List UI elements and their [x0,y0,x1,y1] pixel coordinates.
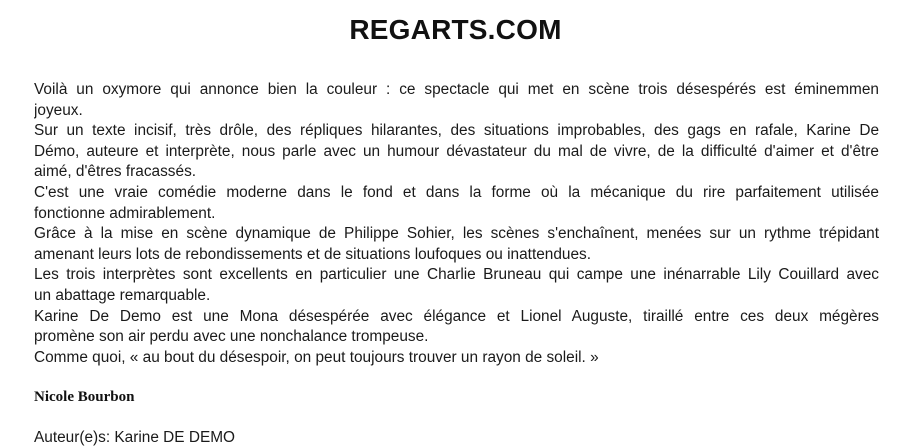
text-line: C'est une vraie comédie moderne dans le fond et dans la forme où la mécanique du rire parfaitement utilisée [34,183,879,201]
paragraph-7 [34,348,879,369]
text-line: Sur un texte incisif, très drôle, des répliques hilarantes, des situations improbables, des gags en rafale, Karine De [34,122,879,140]
article-body [34,80,879,368]
text-line: un abattage remarquable. [34,286,211,304]
text-line: amenant leurs lots de rebondissements et de situations loufoques ou inattendues. [34,245,591,263]
page-title: REGARTS.COM [349,14,562,45]
text-line: Karine De Demo est une Mona désespérée avec élégance et Lionel Auguste, tiraillé entre ces deux mégères [34,307,879,325]
paragraph-2 [34,121,879,183]
text-line: Voilà un oxymore qui annonce bien la couleur : ce spectacle qui met en scène trois désespérés est éminemmen [34,81,879,98]
author-signature: Nicole Bourbon [34,389,135,405]
paragraph-4 [34,224,879,265]
paragraph-3 [34,183,879,224]
text-line: aimé, d'êtres fracassés. [34,163,197,181]
text-line: Les trois interprètes sont excellents en particulier une Charlie Bruneau qui campe une inénarrable Lily Couillard avec [34,266,879,284]
text-line: Démo, auteure et interprète, nous parle avec un humour dévastateur du mal de vivre, de la difficulté d'aimer et d'être [34,142,879,160]
cut-off-credits-line: Auteur(e)s: Karine DE DEMO [34,429,235,446]
paragraph-5 [34,265,879,306]
text-line: Grâce à la mise en scène dynamique de Philippe Sohier, les scènes s'enchaînent, menées sur un rythme trépidant [34,225,879,243]
paragraph-6 [34,307,879,348]
text-line: joyeux. [34,101,83,119]
text-line: promène son air perdu avec une nonchalance trompeuse. [34,328,429,346]
text-line: fonctionne admirablement. [34,204,216,222]
paragraph-1 [34,80,879,121]
text-line: Comme quoi, « au bout du désespoir, on peut toujours trouver un rayon de soleil. » [34,348,599,366]
